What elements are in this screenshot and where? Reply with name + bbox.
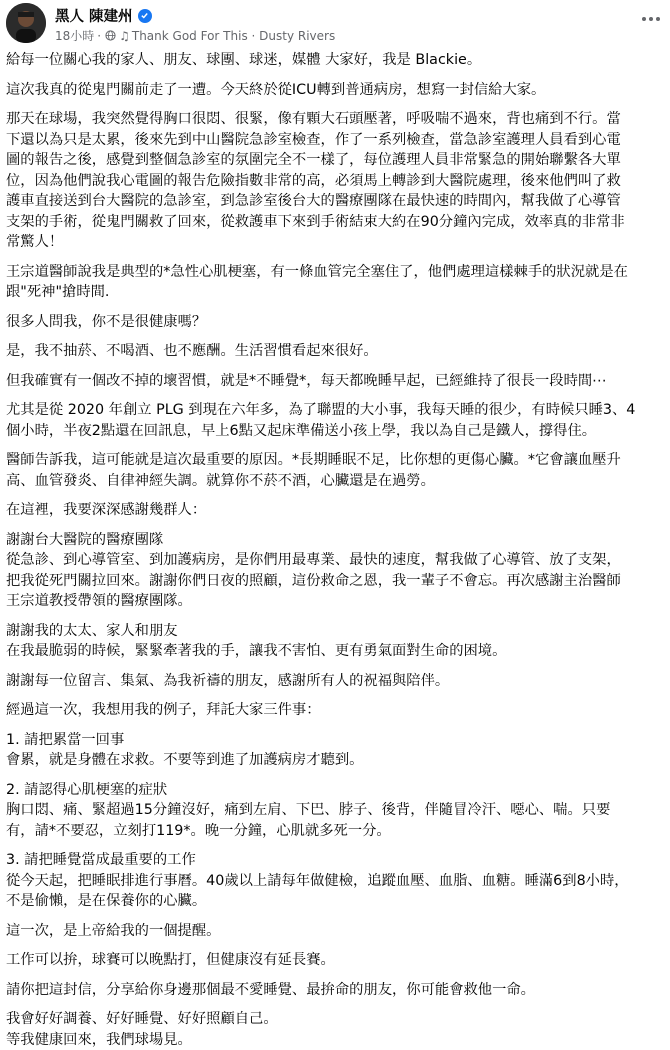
post-paragraph	[6, 50, 661, 71]
post-paragraph	[6, 312, 661, 333]
post-text-line: 從急診、到心導管室、到加護病房，是你們用最專業、最快的速度，幫我做了心導管、放了支架，	[6, 550, 661, 571]
post-text-line: 個小時，半夜2點還在回訊息，早上6點又起床準備送小孩上學，我以為自己是鐵人，撐得住。	[6, 421, 661, 442]
post-text-line: 謝謝我的太太、家人和朋友	[6, 621, 661, 642]
more-dot-icon	[656, 17, 660, 21]
paragraph-gap	[6, 100, 661, 109]
post-text-line: 不是偷懶，是在保養你的心臟。	[6, 891, 661, 912]
paragraph-gap	[6, 521, 661, 530]
verified-badge-icon	[138, 9, 152, 23]
post-paragraph	[6, 341, 661, 362]
music-note-icon: ♫	[119, 29, 130, 43]
post-time[interactable]: 18小時	[55, 27, 94, 44]
post-paragraph	[6, 921, 661, 942]
paragraph-gap	[6, 771, 661, 780]
post-text-line: 下還以為只是太累，後來先到中山醫院急診室檢查，作了一系列檢查，當急診室護理人員看到心電	[6, 130, 661, 151]
post-text-line: 這次我真的從鬼門關前走了一遭。今天終於從ICU轉到普通病房，想寫一封信給大家。	[6, 80, 661, 101]
post-text-line: 謝謝台大醫院的醫療團隊	[6, 530, 661, 551]
post-paragraph	[6, 780, 661, 842]
post-text-line: 支架的手術，從鬼門關救了回來，從救護車下來到手術結束大約在90分鐘內完成，效率真的非常非	[6, 212, 661, 233]
post-text-line: 醫師告訴我，這可能就是這次最重要的原因。*長期睡眠不足，比你想的更傷心臟。*它會讓血壓升	[6, 450, 661, 471]
post-text-line: 這一次，是上帝給我的一個提醒。	[6, 921, 661, 942]
post-text-line: 很多人問我，你不是很健康嗎？	[6, 312, 661, 333]
post-body	[6, 50, 661, 1050]
paragraph-gap	[6, 841, 661, 850]
post-text-line: 常驚人！	[6, 232, 661, 253]
post-text-line: 會累，就是身體在求救。不要等到進了加護病房才聽到。	[6, 750, 661, 771]
post-paragraph	[6, 109, 661, 253]
post-text-line: 3. 請把睡覺當成最重要的工作	[6, 850, 661, 871]
paragraph-gap	[6, 441, 661, 450]
post-text-line: 是，我不抽菸、不喝酒、也不應酬。生活習慣看起來很好。	[6, 341, 661, 362]
paragraph-gap	[6, 662, 661, 671]
post-text-line: 王宗道教授帶領的醫療團隊。	[6, 591, 661, 612]
paragraph-gap	[6, 721, 661, 730]
music-track[interactable]: Thank God For This · Dusty Rivers	[132, 29, 335, 43]
post-paragraph	[6, 621, 661, 662]
post-text-line: 請你把這封信，分享給你身邊那個最不愛睡覺、最拚命的朋友，你可能會救他一命。	[6, 980, 661, 1001]
paragraph-gap	[6, 971, 661, 980]
avatar-photo-icon	[6, 3, 46, 43]
post-text-line: 工作可以拚，球賽可以晚點打，但健康沒有延長賽。	[6, 950, 661, 971]
post-text-line: 從今天起，把睡眠排進行事曆。40歲以上請每年做健檢，追蹤血壓、血脂、血糖。睡滿6到8小時，	[6, 871, 661, 892]
post-text-line: 護車直接送到台大醫院的急診室，到急診室後台大的醫療團隊在最快速的時間內，幫我做了心導管	[6, 191, 661, 212]
post-text-line: 圖的報告之後，感覺到整個急診室的氛圍完全不一樣了，每位護理人員非常緊急的開始聯繫各大單	[6, 150, 661, 171]
paragraph-gap	[6, 941, 661, 950]
post-text-line: 胸口悶、痛、緊超過15分鐘沒好，痛到左肩、下巴、脖子、後背，伴隨冒冷汗、噁心、喘。只要	[6, 800, 661, 821]
post-paragraph	[6, 530, 661, 612]
post-text-line: 1. 請把累當一回事	[6, 730, 661, 751]
paragraph-gap	[6, 612, 661, 621]
post-text-line: 但我確實有一個改不掉的壞習慣，就是*不睡覺*，每天都晚睡早起，已經維持了很長一段時間⋯	[6, 371, 661, 392]
post-text-line: 在這裡，我要深深感謝幾群人：	[6, 500, 661, 521]
post-paragraph	[6, 850, 661, 912]
post-text-line: 在我最脆弱的時候，緊緊牽著我的手，讓我不害怕、更有勇氣面對生命的困境。	[6, 641, 661, 662]
paragraph-gap	[6, 391, 661, 400]
post-paragraph	[6, 500, 661, 521]
paragraph-gap	[6, 691, 661, 700]
avatar[interactable]	[6, 3, 46, 43]
post-text-line: 等我健康回來，我們球場見。	[6, 1030, 661, 1050]
post-paragraph	[6, 400, 661, 441]
paragraph-gap	[6, 362, 661, 371]
paragraph-gap	[6, 912, 661, 921]
paragraph-gap	[6, 332, 661, 341]
paragraph-gap	[6, 253, 661, 262]
post-paragraph	[6, 671, 661, 692]
post-paragraph	[6, 1009, 661, 1050]
more-dot-icon	[642, 17, 646, 21]
paragraph-gap	[6, 1000, 661, 1009]
post-text-line: 謝謝每一位留言、集氣、為我祈禱的朋友，感謝所有人的祝福與陪伴。	[6, 671, 661, 692]
post-text-line: 王宗道醫師說我是典型的*急性心肌梗塞，有一條血管完全塞住了，他們處理這樣棘手的狀況就是在	[6, 262, 661, 283]
post-text-line: 2. 請認得心肌梗塞的症狀	[6, 780, 661, 801]
post-paragraph	[6, 980, 661, 1001]
post-text-line: 跟"死神"搶時間.	[6, 282, 661, 303]
more-dot-icon	[649, 17, 653, 21]
post-paragraph	[6, 450, 661, 491]
separator-dot: ·	[97, 29, 101, 43]
more-options-button[interactable]	[638, 6, 664, 32]
paragraph-gap	[6, 491, 661, 500]
post-paragraph	[6, 262, 661, 303]
post-paragraph	[6, 730, 661, 771]
post-text-line: 把我從死門關拉回來。謝謝你們日夜的照顧，這份救命之恩，我一輩子不會忘。再次感謝主治醫師	[6, 571, 661, 592]
paragraph-gap	[6, 303, 661, 312]
post-paragraph	[6, 950, 661, 971]
post-text-line: 高、血管發炎、自律神經失調。就算你不菸不酒，心臟還是在過勞。	[6, 471, 661, 492]
post-text-line: 給每一位關心我的家人、朋友、球團、球迷，媒體 大家好，我是 Blackie。	[6, 50, 661, 71]
post-paragraph	[6, 80, 661, 101]
globe-icon	[105, 30, 116, 41]
post-paragraph	[6, 371, 661, 392]
post-text-line: 尤其是從 2020 年創立 PLG 到現在六年多，為了聯盟的大小事，我每天睡的很少，有時候只睡3、4	[6, 400, 661, 421]
post-header	[0, 0, 670, 50]
post-text-line: 我會好好調養、好好睡覺、好好照顧自己。	[6, 1009, 661, 1030]
post-text-line: 位，因為他們說我心電圖的報告危險指數非常的高，必須馬上轉診到大醫院處理，後來他們叫了救	[6, 171, 661, 192]
post-text-line: 有，請*不要忍，立刻打119*。晚一分鐘，心肌就多死一分。	[6, 821, 661, 842]
paragraph-gap	[6, 71, 661, 80]
post-text-line: 那天在球場，我突然覺得胸口很悶、很緊，像有顆大石頭壓著，呼吸喘不過來，背也痛到不行。當	[6, 109, 661, 130]
post-text-line: 經過這一次，我想用我的例子，拜託大家三件事：	[6, 700, 661, 721]
post-paragraph	[6, 700, 661, 721]
author-name[interactable]: 黑人 陳建州	[55, 5, 133, 26]
